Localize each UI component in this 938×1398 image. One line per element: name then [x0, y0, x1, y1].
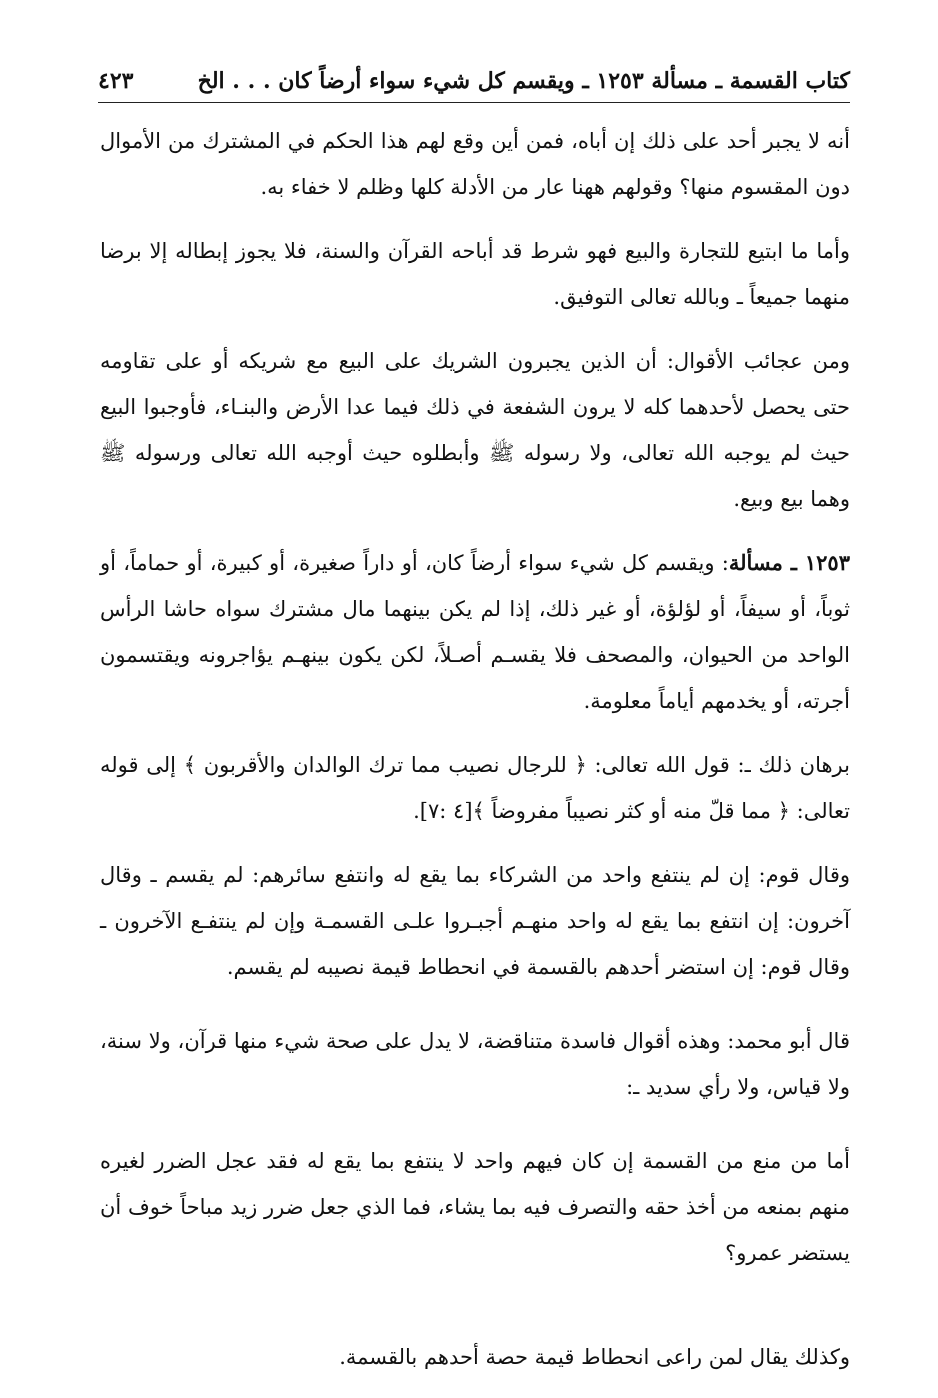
paragraph-closing: وكذلك يقال لمن راعى انحطاط قيمة حصة أحدهم بالقسمة.	[339, 1345, 850, 1369]
paragraph-opinions: وقال قوم: إن لم ينتفع واحد من الشركاء بما يقع له وانتفع سائرهم: لم يقسم ـ وقال آخرون: إن انتفع بما يقع له واحد منهـم أجبـروا علـى القسمـة وإن لم ينتفـع الآخرون ـ وقال قوم: إن استضر أحدهم بالقسمة في انحطاط قيمة نصيبه لم يقسم.	[100, 863, 850, 979]
paragraph-refutation: أما من منع من القسمة إن كان فيهم واحد لا ينتفع بما يقع له فقد عجل الضرر لغيره منهم بمنعه من أخذ حقه والتصرف فيه بما يشاء، فما الذي جعل ضرر زيد مباحاً خوف أن يستضر عمرو؟	[100, 1149, 850, 1265]
paragraph-issue-1253	[100, 540, 850, 724]
paragraph-2: وأما ما ابتيع للتجارة والبيع فهو شرط قد أباحه القرآن والسنة، فلا يجوز إبطاله إلا برضا منهما جميعاً ـ وبالله تعالى التوفيق.	[100, 239, 850, 309]
paragraph-1: أنه لا يجبر أحد على ذلك إن أباه، فمن أين وقع لهم هذا الحكم في المشترك من الأموال دون المقسوم منها؟ وقولهم ههنا عار من الأدلة كلها وظلم لا خفاء به.	[100, 129, 850, 199]
paragraph-proof: برهان ذلك ـ: قول الله تعالى: ﴿ للرجال نصيب مما ترك الوالدان والأقربون ﴾ إلى قوله تعالى: ﴿ مما قلّ منه أو كثر نصيباً مفروضاً ﴾[٤ :٧].	[100, 753, 850, 823]
running-title: كتاب القسمة ـ مسألة ١٢٥٣ ـ ويقسم كل شيء سواء أرضاً كان . . . الخ	[197, 68, 850, 94]
paragraph-3: ومن عجائب الأقوال: أن الذين يجبرون الشريك على البيع مع شريكه أو على تقاومه حتى يحصل لأحدهما كله لا يرون الشفعة في ذلك فيما عدا الأرض والبنـاء، فأوجبوا البيع حيث لم يوجبه الله تعالى، ولا رسوله ﷺ وأبطلوه حيث أوجبه الله تعالى ورسوله ﷺ وهما بيع وبيع.	[100, 349, 850, 511]
issue-text: : ويقسم كل شيء سواء أرضاً كان، أو داراً صغيرة، أو كبيرة، أو حماماً، أو ثوباً، أو سيفاً، أو لؤلؤة، أو غير ذلك، إذا لم يكن بينهما مال مشترك سواه حاشا الرأس الواحد من الحيوان، والمصحف فلا يقسـم أصـلاً، لكن يكون بينهـم يؤاجرونه ويقتسمون أجرته، أو يخدمهم أياماً معلومة.	[100, 551, 850, 713]
paragraph-abu-muhammad: قال أبو محمد: وهذه أقوال فاسدة متناقضة، لا يدل على صحة شيء منها قرآن، ولا سنة، ولا قياس، ولا رأي سديد ـ:	[100, 1029, 850, 1099]
page-header	[98, 54, 850, 94]
page-body	[100, 118, 850, 1398]
page-number: ٤٢٣	[98, 68, 134, 94]
issue-heading: ١٢٥٣ ـ مسألة	[728, 550, 850, 575]
header-divider	[98, 102, 850, 103]
